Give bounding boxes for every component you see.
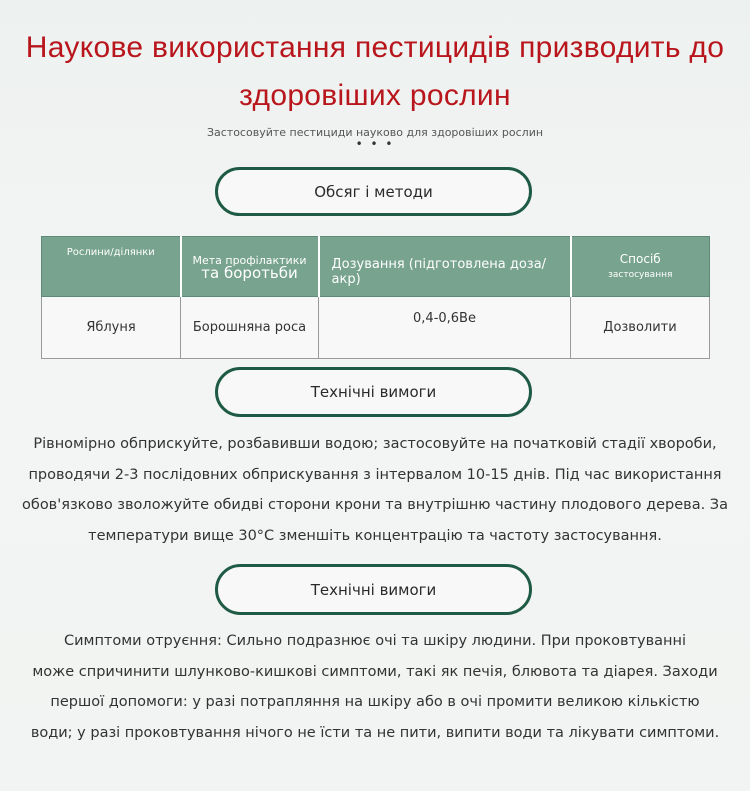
section-heading-technical-label: Технічні вимоги bbox=[310, 383, 437, 401]
cell-method: Дозволити bbox=[571, 297, 710, 359]
cell-target: Борошняна роса bbox=[181, 297, 319, 359]
header-crop: Рослини/ділянки bbox=[42, 237, 181, 297]
section-heading-safety-label: Технічні вимоги bbox=[310, 580, 437, 599]
text-line: може спричинити шлунково-кишкові симптоми, такі як печія, блювота та діарея. Заходи bbox=[32, 663, 718, 680]
text-line: обов'язково зволожуйте обидві сторони крони та внутрішню частину плодового дерева. За bbox=[22, 497, 728, 513]
header-method-line-1: Спосіб bbox=[619, 251, 661, 266]
cell-crop: Яблуня bbox=[42, 297, 181, 359]
dosage-table bbox=[41, 236, 710, 359]
header-method bbox=[571, 237, 710, 297]
page-subtitle: Застосовуйте пестициди науково для здоровіших рослин bbox=[206, 126, 544, 139]
title-line-1: Наукове використання пестицидів призводить до bbox=[25, 31, 725, 64]
table-row bbox=[42, 297, 710, 359]
page-title bbox=[0, 24, 750, 120]
technical-requirements-text bbox=[10, 429, 740, 551]
text-line: проводячи 2-3 послідовних обприскування з інтервалом 10-15 днів. Під час використання bbox=[28, 466, 722, 483]
text-line: температури вище 30°C зменшіть концентрацію та частоту застосування. bbox=[88, 527, 662, 544]
table-header-row bbox=[42, 237, 710, 297]
section-heading-technical bbox=[215, 367, 532, 417]
cell-dosage: 0,4-0,6Ве bbox=[319, 297, 571, 359]
header-target-line-2: та боротьби bbox=[201, 263, 298, 282]
section-heading-scope bbox=[215, 167, 532, 216]
poisoning-symptoms-text bbox=[10, 626, 740, 748]
header-target-line-1: Мета профілактики bbox=[192, 253, 307, 267]
header-method-line-2: застосування bbox=[608, 269, 673, 280]
header-target bbox=[181, 237, 319, 297]
section-heading-safety bbox=[215, 564, 532, 615]
title-line-2: здоровіших рослин bbox=[239, 79, 511, 112]
section-heading-scope-label: Обсяг і методи bbox=[314, 182, 433, 201]
text-line: Симптоми отруєння: Сильно подразнює очі та шкіру людини. При проковтуванні bbox=[63, 633, 687, 649]
text-line: першої допомоги: у разі потрапляння на шкіру або в очі промити великою кількістю bbox=[50, 694, 700, 710]
decorative-dots: • • • bbox=[355, 137, 395, 151]
header-dosage: Дозування (підготовлена доза/акр) bbox=[319, 237, 571, 297]
text-line: Рівномірно обприскуйте, розбавивши водою; застосовуйте на початковій стадії хвороби, bbox=[33, 436, 717, 452]
text-line: води; у разі проковтування нічого не їсти та не пити, випити води та лікувати симптоми. bbox=[30, 724, 720, 741]
